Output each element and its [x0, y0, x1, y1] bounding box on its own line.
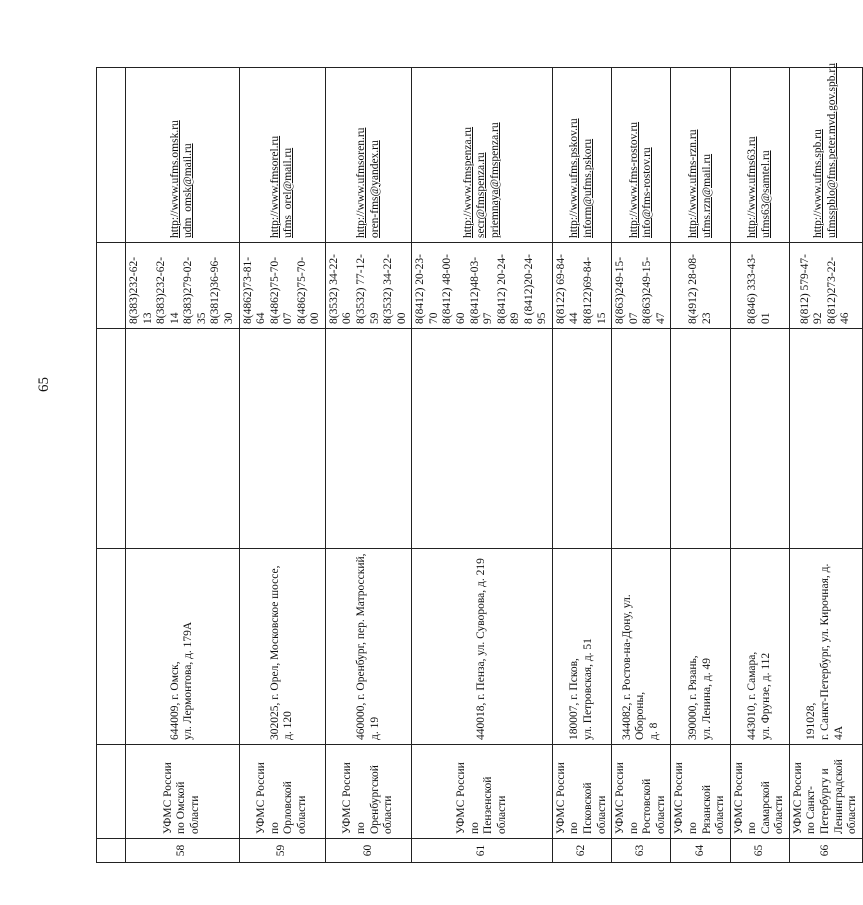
address-line: 180007, г. Псков,: [568, 658, 581, 740]
web-link[interactable]: oren-fms@yandex.ru: [368, 140, 381, 238]
table-body: [97, 63, 863, 863]
office-name-line: Псковской области: [582, 782, 608, 834]
phones-cell: [412, 243, 553, 329]
office-name-cell: [126, 745, 240, 839]
office-name-line: УФМС России по Омской: [161, 762, 188, 834]
address-cell: [325, 549, 411, 745]
blank-cell: [730, 329, 789, 549]
header-cell-blank: [97, 243, 126, 329]
web-link[interactable]: http://www.fmsorel.ru: [268, 135, 281, 238]
office-name-cell: [552, 745, 611, 839]
row-number: 64: [693, 844, 706, 857]
table-row: [730, 68, 789, 863]
office-name-line: УФМС России по: [454, 762, 481, 834]
table-row: [612, 68, 671, 863]
blank-cell: [789, 329, 862, 549]
office-name-line: области: [189, 795, 202, 834]
phones-cell: [126, 243, 240, 329]
phones-cell: [239, 243, 325, 329]
web-link[interactable]: inform@ufms.pskoru: [582, 138, 594, 238]
header-cell-web: [97, 68, 126, 243]
office-name-line: Самарской области: [759, 781, 786, 834]
office-name-line: Оренбургской области: [368, 765, 395, 834]
web-link[interactable]: udm_omsk@mail.ru: [182, 143, 195, 238]
office-name-line: УФМС России по: [673, 762, 699, 834]
row-number-cell: [730, 839, 789, 863]
row-number: 65: [752, 844, 765, 857]
phone-line: 8(8412)48-03-97: [468, 256, 495, 324]
office-name-line: Пензенской области: [482, 776, 508, 834]
table-header-row: [97, 68, 126, 863]
web-link[interactable]: http://www.ufms-rzn.ru: [686, 129, 699, 238]
row-number-cell: [671, 839, 730, 863]
table-row: [671, 68, 730, 863]
web-link[interactable]: http://www.fmspenza.ru: [461, 126, 474, 238]
address-line: 443010, г. Самара,: [746, 651, 759, 740]
web-link[interactable]: http://www.ufms63.ru: [746, 136, 759, 238]
web-link[interactable]: ufmsspblo@fms.peter.mvd.gov.spb.ru: [825, 63, 838, 238]
address-cell: [730, 549, 789, 745]
office-name-cell: [325, 745, 411, 839]
phone-line: 8(3532) 34-22-06: [327, 254, 354, 324]
office-name-cell: [612, 745, 671, 839]
office-name-line: Петербургу и: [819, 768, 831, 834]
page-number: 65: [36, 377, 52, 392]
office-name-cell: [239, 745, 325, 839]
address-cell: [126, 549, 240, 745]
web-link[interactable]: http://www.ufmsoren.ru: [355, 127, 367, 238]
table-row: [126, 68, 240, 863]
phones-cell: [730, 243, 789, 329]
web-link[interactable]: ufms.rzn@mail.ru: [700, 153, 713, 238]
web-email-cell: [325, 68, 411, 243]
row-number-cell: [126, 839, 240, 863]
phone-line: 8(4862)73-81-64: [241, 256, 268, 324]
phones-cell: [789, 243, 862, 329]
office-name-line: УФМС России по: [554, 762, 581, 834]
row-number: 59: [275, 844, 288, 857]
web-email-cell: [412, 68, 553, 243]
address-cell: [412, 549, 553, 745]
row-number-cell: [552, 839, 611, 863]
row-number-cell: [612, 839, 671, 863]
address-line: 390000, г. Рязань,: [686, 655, 699, 740]
header-cell-num: [97, 839, 126, 863]
phone-line: 8(863)249-15-47: [641, 256, 667, 324]
phone-line: 8(383)232-62-13: [128, 256, 154, 324]
address-line: ул. Лермонтова, д. 179А: [182, 621, 195, 740]
row-number-cell: [789, 839, 862, 863]
row-number: 60: [361, 844, 374, 857]
web-link[interactable]: info@fms-rostov.ru: [641, 147, 654, 238]
phone-line: 8(812) 579-47-92: [798, 254, 825, 324]
web-email-cell: [671, 68, 730, 243]
row-number: 62: [575, 844, 588, 857]
office-name-line: УФМС России по: [341, 762, 367, 834]
header-cell-address: [97, 549, 126, 745]
contacts-table: [96, 63, 863, 863]
phone-line: 8(3812)36-96-30: [209, 256, 235, 324]
phone-line: 8(8122) 69-84-44: [554, 254, 581, 324]
blank-cell: [239, 329, 325, 549]
rotated-page-content: [96, 63, 859, 863]
address-cell: [552, 549, 611, 745]
phones-cell: [671, 243, 730, 329]
office-name-line: Рязанской области: [700, 784, 727, 834]
address-line: г. Санкт-Петербург, ул. Кирочная, д. 4А: [819, 563, 845, 740]
web-email-cell: [612, 68, 671, 243]
phone-line: 8(383)232-62-14: [155, 256, 181, 324]
phone-line: 8(4912) 28-08-23: [686, 254, 713, 324]
web-link[interactable]: http://www.ufms.spb.ru: [812, 129, 825, 238]
web-email-cell: [789, 63, 862, 243]
web-email-cell: [239, 68, 325, 243]
address-line: 302025, г. Орел, Московское шоссе,: [268, 565, 281, 740]
office-name-line: Ростовской области: [641, 778, 667, 834]
table-row: [412, 68, 553, 863]
phone-line: 8(383)279-02-35: [182, 256, 208, 324]
web-link[interactable]: http://www.ufms.omsk.ru: [168, 120, 181, 238]
phone-line: 8(8412) 20-24-89: [495, 254, 522, 324]
address-line: д. 19: [368, 716, 381, 740]
web-link[interactable]: secr@fmspenza.ru: [475, 152, 488, 238]
row-number-cell: [325, 839, 411, 863]
blank-cell: [126, 329, 240, 549]
web-email-cell: [730, 68, 789, 243]
table-row: [789, 68, 862, 863]
office-name-line: УФМС России по: [732, 762, 759, 834]
blank-cell: [552, 329, 611, 549]
phone-line: 8(863)249-15-07: [614, 256, 640, 324]
table-row: [552, 68, 611, 863]
web-email-cell: [126, 68, 240, 243]
row-number: 66: [819, 844, 831, 857]
office-name-cell: [671, 745, 730, 839]
web-link[interactable]: http://www.ufms.pskov.ru: [568, 118, 581, 238]
phones-cell: [612, 243, 671, 329]
web-link[interactable]: priemnaya@fmspenza.ru: [488, 122, 501, 238]
header-cell-name: [97, 745, 126, 839]
row-number-cell: [239, 839, 325, 863]
address-line: ул. Ленина, д. 49: [700, 658, 713, 740]
phone-line: 8(8122)69-84-15: [582, 256, 608, 324]
table-row: [325, 68, 411, 863]
address-line: ул. Петровская, д. 51: [582, 638, 594, 740]
web-email-cell: [552, 68, 611, 243]
office-name-line: Ленинградской области: [832, 759, 859, 834]
address-cell: [239, 549, 325, 745]
web-link[interactable]: http://www.fms-rostov.ru: [627, 121, 640, 238]
phones-cell: [325, 243, 411, 329]
phone-line: 8 (8412)20-24-95: [522, 254, 549, 324]
row-number: 61: [475, 844, 488, 857]
phone-line: 8(8412) 48-00-60: [441, 254, 467, 324]
phone-line: 8(4862)75-70-00: [295, 256, 322, 324]
row-number: 58: [175, 844, 188, 857]
row-number: 63: [634, 844, 647, 857]
phone-line: 8(846) 333-43-01: [746, 254, 772, 324]
address-line: 460000, г. Оренбург, пер. Матросский,: [355, 553, 367, 740]
address-line: 440018, г. Пенза, ул. Суворова, д. 219: [475, 558, 488, 740]
web-link[interactable]: ufms_orel@mail.ru: [282, 147, 295, 238]
office-name-cell: [730, 745, 789, 839]
address-cell: [789, 549, 862, 745]
address-cell: [671, 549, 730, 745]
web-link[interactable]: ufms63@samtel.ru: [759, 150, 772, 238]
phones-cell: [552, 243, 611, 329]
address-line: 191028,: [805, 702, 818, 740]
office-name-cell: [412, 745, 553, 839]
office-name-line: Орловской области: [282, 781, 308, 834]
phone-line: 8(8412) 20-23-70: [414, 254, 440, 324]
office-name-line: УФМС России по: [255, 762, 281, 834]
address-cell: [612, 549, 671, 745]
address-line: д. 120: [282, 711, 295, 740]
phone-line: 8(3532) 77-12-59: [355, 254, 381, 324]
address-line: д. 8: [648, 722, 661, 740]
blank-cell: [412, 329, 553, 549]
table-row: [239, 68, 325, 863]
blank-cell: [612, 329, 671, 549]
blank-cell: [325, 329, 411, 549]
address-line: 644009, г. Омск,: [168, 661, 181, 740]
office-name-line: УФМС России по Санкт-: [791, 762, 818, 834]
header-cell-phones: [97, 329, 126, 549]
phone-line: 8(812)273-22-46: [825, 256, 852, 324]
row-number-cell: [412, 839, 553, 863]
phone-line: 8(3532) 34-22-00: [382, 254, 408, 324]
address-line: ул. Фрунзе, д. 112: [759, 652, 772, 740]
blank-cell: [671, 329, 730, 549]
address-line: 344082, г. Ростов-на-Дону, ул. Обороны,: [620, 594, 647, 740]
office-name-cell: [789, 745, 862, 839]
office-name-line: УФМС России по: [614, 762, 640, 834]
phone-line: 8(4862)75-70-07: [268, 256, 295, 324]
